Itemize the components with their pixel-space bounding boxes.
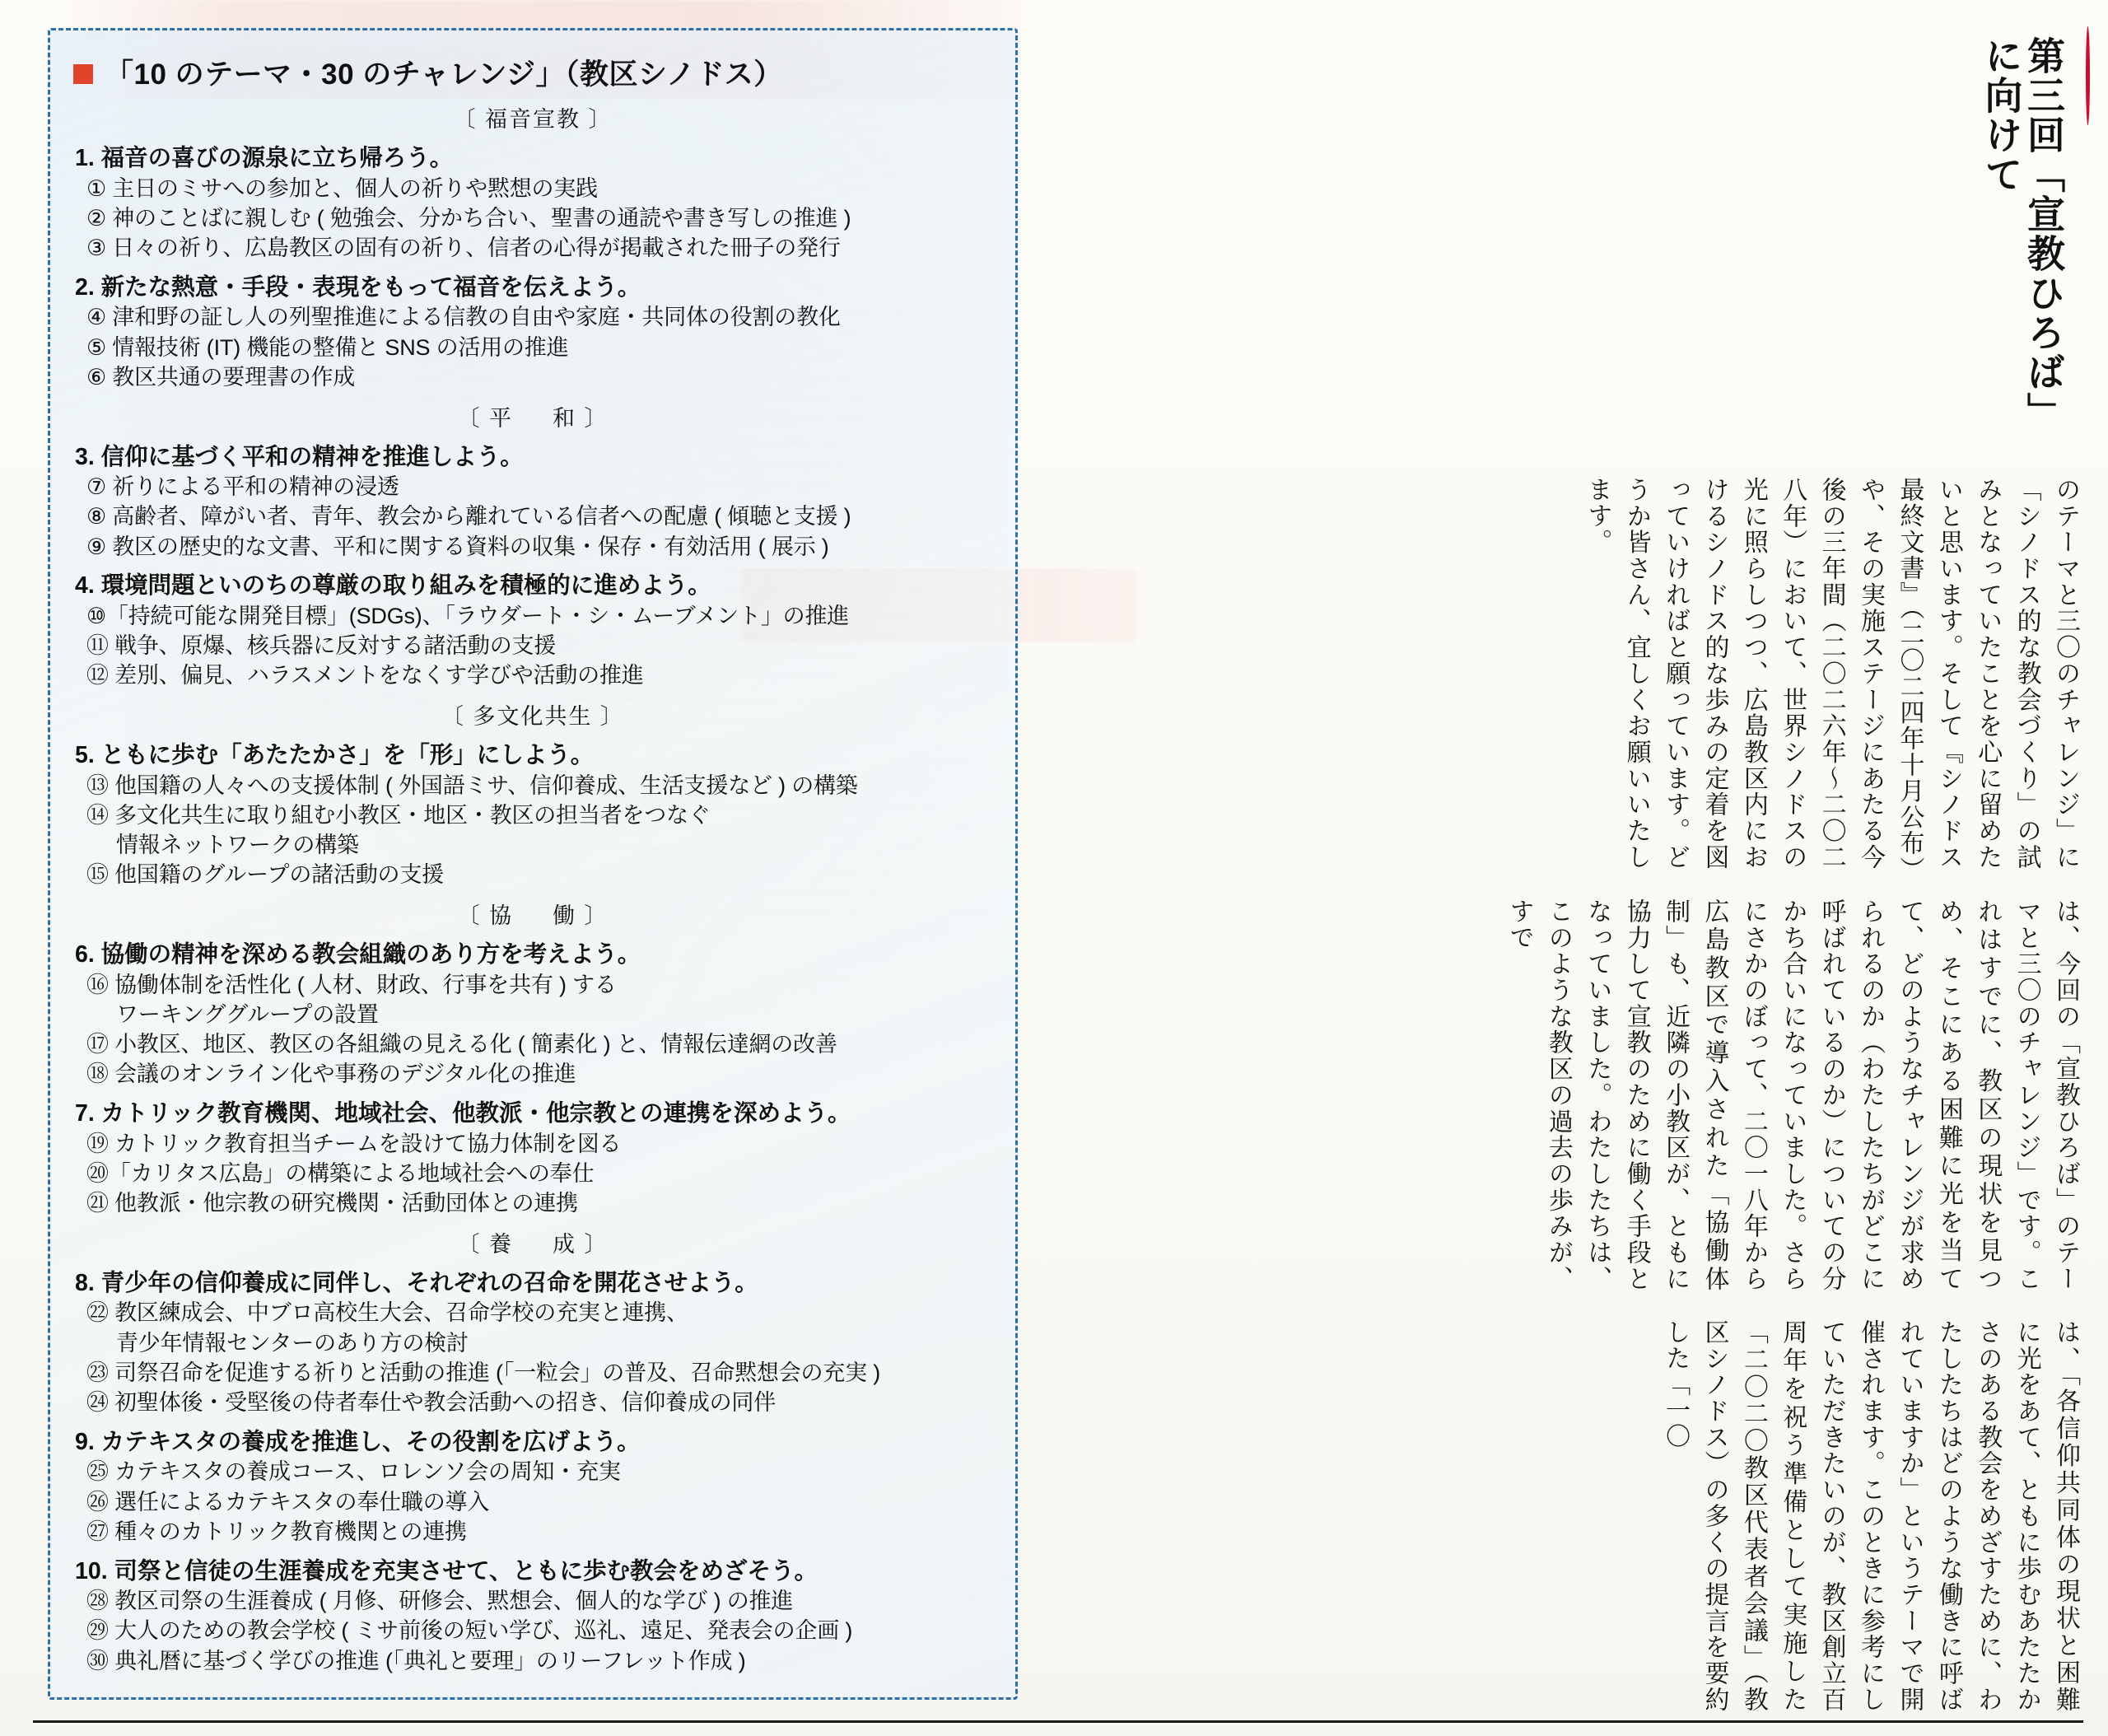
challenge-item: ⑪ 戦争、原爆、核兵器に反対する諸活動の支援 [86,633,557,658]
challenge-item: ㉒ 教区練成会、中ブロ高校生大会、召命学校の充実と連携、 [86,1300,688,1326]
section-heading: 〔 福音宣教 〕 [453,107,613,132]
article-vertical-text [1059,15,2090,1713]
challenge-item: ⑮ 他国籍のグループの諸活動の支援 [86,862,444,888]
challenge-item: ④ 津和野の証し人の列聖推進による信教の自由や家庭・共同体の役割の教化 [86,305,841,330]
challenge-item: ㉔ 初聖体後・受堅後の侍者奉仕や教会活動への招き、信仰養成の同伴 [86,1390,777,1415]
challenge-item: ㉖ 選任によるカテキスタの奉仕職の導入 [86,1489,490,1514]
challenge-item: ㉑ 他教派・他宗教の研究機関・活動団体との連携 [86,1191,578,1216]
challenge-item: 青少年情報センターのあり方の検討 [116,1330,469,1356]
challenge-item: ⑫ 差別、偏見、ハラスメントをなくす学びや活動の推進 [86,663,644,688]
theme-title: 9. カテキスタの養成を推進し、その役割を広げよう。 [75,1428,641,1455]
challenge-item: ⑭ 多文化共生に取り組む小教区・地区・教区の担当者をつなぐ [86,802,711,828]
challenge-item: ⑤ 情報技術 (IT) 機能の整備と SNS の活用の推進 [86,334,569,360]
challenge-item: ワーキンググループの設置 [116,1001,379,1027]
challenge-item: ㉚ 典礼暦に基づく学びの推進 (「典礼と要理」のリーフレット作成 ) [86,1648,746,1673]
article-header [1950,15,2090,444]
themes-box-title: 「10 のテーマ・30 のチャレンジ」（教区シノドス） [105,58,783,91]
challenge-item: ⑲ カトリック教育担当チームを設けて協力体制を図る [86,1131,622,1156]
page-title: 第三回「宣教ひろば」に向けて [1980,36,2066,432]
theme-title: 3. 信仰に基づく平和の精神を推進しよう。 [75,443,524,470]
challenge-item: ㉗ 種々のカトリック教育機関との連携 [86,1519,467,1544]
theme-title: 10. 司祭と信徒の生涯養成を充実させて、ともに歩む教会をめざそう。 [75,1557,818,1584]
theme-title: 4. 環境問題といのちの尊厳の取り組みを積極的に進めよう。 [75,572,711,600]
theme-title: 1. 福音の喜びの源泉に立ち帰ろう。 [75,145,454,171]
square-bullet-icon [73,64,93,84]
challenge-item: ⑧ 高齢者、障がい者、青年、教会から離れている信者への配慮 ( 傾聴と支援 ) [86,504,851,530]
themes-and-challenges-box [48,28,1018,1700]
challenge-item: ⑩「持続可能な開発目標」(SDGs)、「ラウダート・シ・ムーブメント」の推進 [86,603,850,628]
challenge-item: ① 主日のミサへの参加と、個人の祈りや黙想の実践 [86,175,598,201]
themes-box-title-row [73,52,994,93]
article-paragraph: は、今回の「宣教ひろば」のテーマと三〇のチャレンジ」です。これはすでに、教区の現状を見つめ、そこにある困難に光を当てて、どのようなチャレンジが求められるのか（わたしたちがどこに呼ばれているのか）についての分かち合いになっていました。さらにさかのぼって、二〇一八年から広島教区で導入された「協働体制」も、近隣の小教区が、ともに協力して宣教のために働く手段となっていました。わたしたちは、このような教区の過去の歩みが、すで [1505,898,2079,1292]
theme-title: 8. 青少年の信仰養成に同伴し、それぞれの召命を開花させよう。 [75,1269,758,1296]
challenge-item: ⑨ 教区の歴史的な文書、平和に関する資料の収集・保存・有効活用 ( 展示 ) [86,534,829,559]
section-heading: 〔 多文化共生 〕 [441,704,624,729]
themes-content [72,101,994,1675]
theme-title: 7. カトリック教育機関、地域社会、他教派・他宗教との連携を深めよう。 [75,1100,851,1127]
challenge-item: ⑳「カリタス広島」の構築による地域社会への奉仕 [86,1160,595,1186]
challenge-item: ⑯ 協働体制を活性化 ( 人材、財政、行事を共有 ) する [86,972,617,997]
section-heading: 〔 協 働 〕 [457,903,609,928]
theme-title: 6. 協働の精神を深める教会組織のあり方を考えよう。 [75,941,641,968]
challenge-item: ⑱ 会議のオンライン化や事務のデジタル化の推進 [86,1062,576,1087]
section-heading: 〔 平 和 〕 [457,405,609,431]
challenge-item: ③ 日々の祈り、広島教区の固有の祈り、信者の心得が掲載された冊子の発行 [86,236,841,260]
challenge-item: ⑦ 祈りによる平和の精神の浸透 [86,474,399,499]
theme-title: 5. ともに歩む「あたたかさ」を「形」にしよう。 [75,742,595,768]
page-bottom-rule [33,1720,2083,1723]
challenge-item: 情報ネットワークの構築 [116,833,359,857]
challenge-item: ② 神のことばに親しむ ( 勉強会、分かち合い、聖書の通読や書き写しの推進 ) [86,205,851,231]
theme-title: 2. 新たな熱意・手段・表現をもって福音を伝えよう。 [75,273,641,301]
challenge-item: ㉙ 大人のための教会学校 ( ミサ前後の短い学び、巡礼、遠足、発表会の企画 ) [86,1618,853,1644]
section-heading: 〔 養 成 〕 [457,1231,609,1257]
challenge-item: ㉓ 司祭召命を促進する祈りと活動の推進 (「一粒会」の普及、召命黙想会の充実 ) [86,1360,880,1385]
article-body [1059,444,2085,1713]
hiroshima-diocese-logo-icon [2086,26,2090,125]
article-paragraph: は、「各信仰共同体の現状と困難に光をあて、ともに歩むあたたかさのある教会をめざすために、わたしたちはどのような働きに呼ばれていますか」というテーマで開催されます。このときに参考にしていただきたいのが、教区創立百周年を祝う準備として実施した「二〇二〇教区代表者会議」（教区シノドス）の多くの提言を要約した「一〇 [1662,1319,2079,1713]
challenge-item: ㉕ カテキスタの養成コース、ロレンソ会の周知・充実 [86,1459,621,1485]
article-paragraph: のテーマと三〇のチャレンジ」に「シノドス的な教会づくり」の試みとなっていたことを心に留めたいと思います。そして『シノドス最終文書』（二〇二四年十月公布）や、その実施ステージにあたる今後の三年間（二〇二六年〜二〇二八年）において、世界シノドスの光に照らしつつ、広島教区内におけるシノドス的な歩みの定着を図っていければと願っています。どうか皆さん、宜しくお願いいたします。 [1583,477,2079,870]
challenge-item: ⑥ 教区共通の要理書の作成 [86,364,356,390]
challenge-item: ⑬ 他国籍の人々への支援体制 ( 外国語ミサ、信仰養成、生活支援など ) の構築 [86,772,858,798]
challenge-item: ⑰ 小教区、地区、教区の各組織の見える化 ( 簡素化 ) と、情報伝達網の改善 [86,1032,837,1057]
challenge-item: ㉘ 教区司祭の生涯養成 ( 月修、研修会、黙想会、個人的な学び ) の推進 [86,1589,794,1613]
